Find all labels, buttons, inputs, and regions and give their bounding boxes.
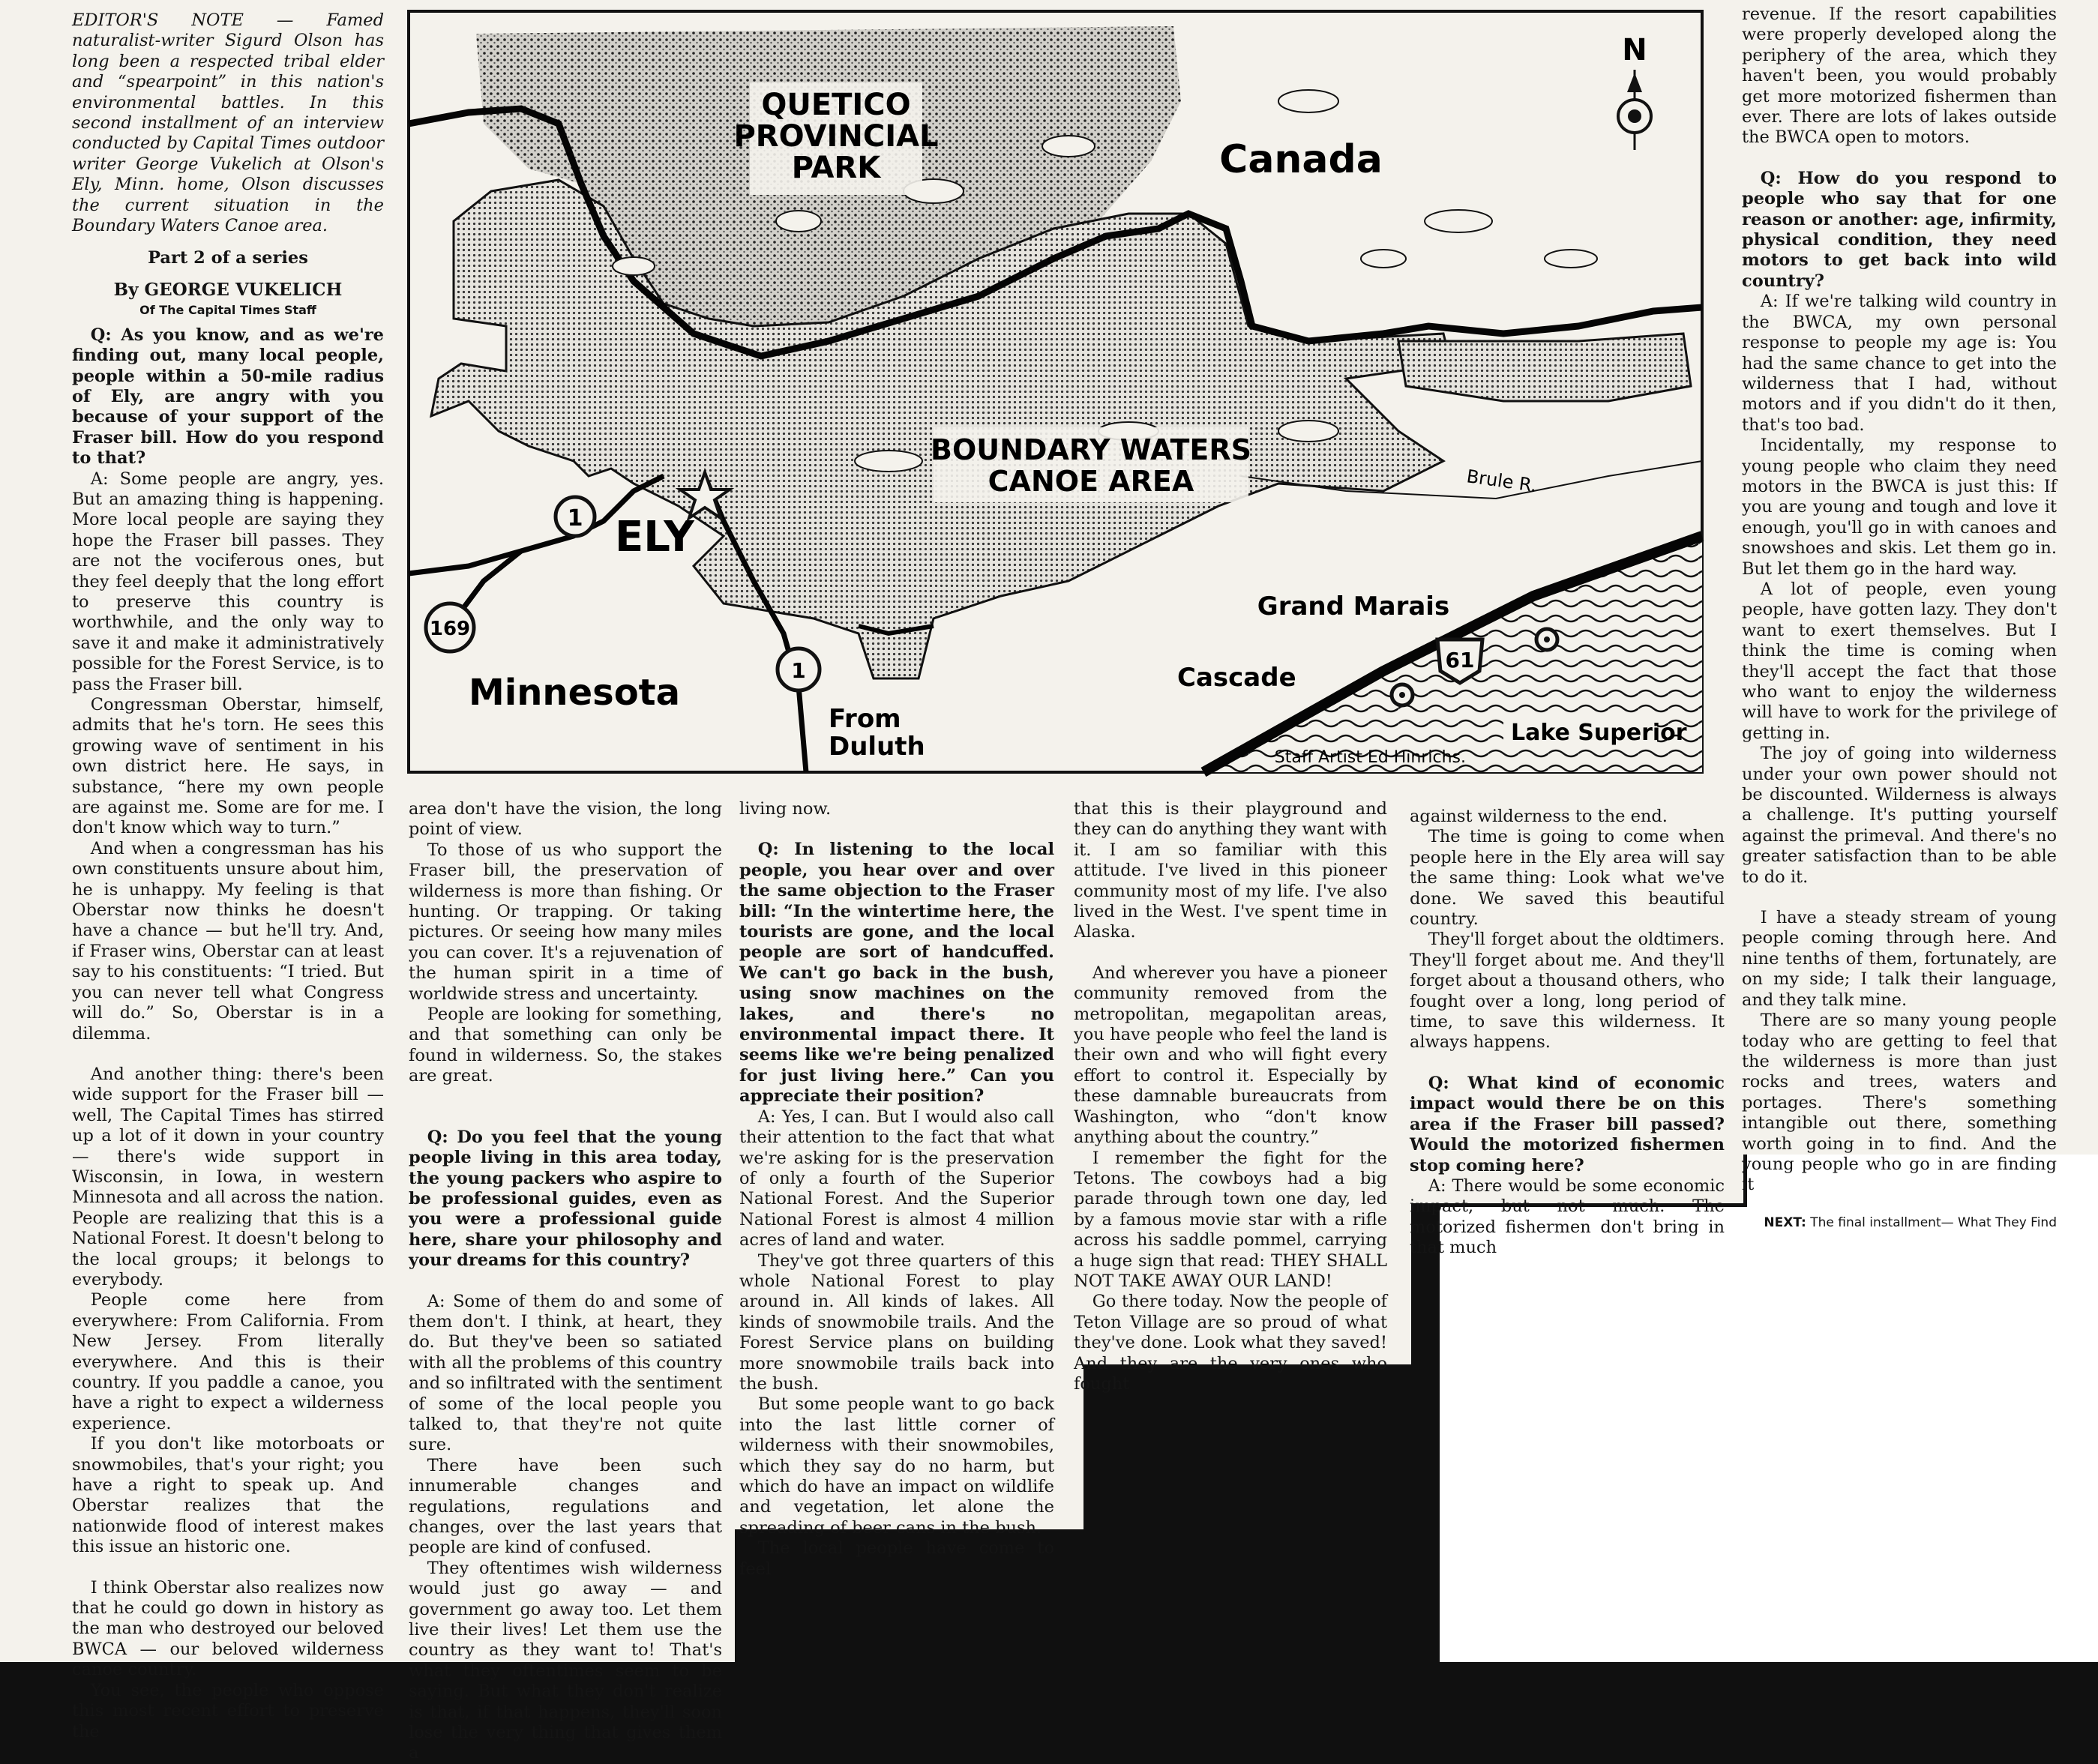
paragraph: Congressman Oberstar, himself, admits that he's torn. He sees this growing wave of sentiment in his own district here. He says, in substance, “here my own people are against me. Some are for me. I don't know which way to turn.”: [72, 695, 384, 838]
highway-1-south-shield-icon: [778, 648, 820, 690]
paragraph: I remember the fight for the Tetons. The cowboys had a big parade through town one day, led by a famous movie star with a rifle across his saddle pommel, carrying a huge sign that read: THEY SHALL NOT TAKE AWAY OUR LAND!: [1074, 1148, 1387, 1291]
paragraph: living now.: [739, 799, 832, 819]
svg-text:N: N: [1622, 33, 1647, 67]
column-3: [739, 799, 1054, 1579]
cascade-label: Cascade: [1177, 663, 1296, 693]
highway-1-shield-icon: [556, 497, 595, 536]
paragraph: against wilderness to the end.: [1410, 807, 1668, 826]
series-label: Part 2 of a series: [148, 248, 308, 268]
paragraph: A: Yes, I can. But I would also call their attention to the fact that what we're asking for is the preservation of only a fourth of the Superior National Forest. And the Superior National Forest is almost 4 million acres of land and water.: [739, 1107, 1054, 1250]
paragraph: The time is going to come when people here in the Ely area will say the same thing: Look what we've done. We saved this beautiful country.: [1410, 827, 1725, 930]
paragraph: They've got three quarters of this whole National Forest to play around in. All kinds of lakes. All kinds of snowmobile trails. And the Forest Service plans on building more snowmobile trails back into the bush.: [739, 1250, 1054, 1394]
lake-superior-label: Lake Superior: [1511, 720, 1687, 746]
paragraph: revenue. If the resort capabilities were properly developed along the periphery of the area, which they haven't been, you would probably get more motorized fishermen than ever. There are lots of lakes outside the BWCA open to motors.: [1742, 4, 2057, 148]
paragraph: People come here from everywhere: From California. From New Jersey. From literally everywhere. And this is their country. If you paddle a canoe, you have a right to expect a wilderness experience.: [72, 1290, 384, 1433]
canada-label: Canada: [1219, 137, 1383, 182]
svg-text:QUETICO: QUETICO: [761, 88, 911, 122]
paragraph: And wherever you have a pioneer community removed from the metropolitan, megapolitan areas, you have people who feel the land is their own and who will fight every effort to control it. Especially by these damnable bureaucrats from Washington, who “don't know anything about the country.”: [1074, 963, 1387, 1148]
question-2: Q: Do you feel that the young people living in this area today, the young packers who aspire to be professional guides, even as you were a professional guide here, share your philosophy and your dreams for this country?: [409, 1127, 722, 1271]
paragraph: I have a steady stream of young people coming through here. And nine tenths of them, fortunately, are on my side; I talk their language, and they talk mine.: [1742, 908, 2057, 1010]
svg-text:1: 1: [791, 658, 806, 683]
column-1: [72, 10, 384, 1742]
grand-marais-label: Grand Marais: [1257, 591, 1450, 621]
highway-169-shield-icon: [426, 603, 474, 651]
paragraph: And another thing: there's been wide support for the Fraser bill — well, The Capital Times has stirred up a lot of it down in your country — there's wide support in Wisconsin, in Iowa, in western Minnesota and all across the nation. People are realizing that this is a National Forest. It doesn't belong to the local groups; it belongs to everybody.: [72, 1064, 384, 1289]
paragraph: And when a congressman has his own constituents unsure about him, he is unhappy. My feeling is that Oberstar now thinks he doesn't have a chance — but he'll try. And, if Fraser wins, Oberstar can at least say to his constituents: “I tried. But you can never tell what Congress will do.” So, Oberstar is in a dilemma.: [72, 838, 384, 1044]
question-3: Q: In listening to the local people, you hear over and over the same objection to the Fraser bill: “In the wintertime here, the tourists are gone, and the local people are sort of handcuffed. We can't go back in the bush, using snow machines on the lakes, and there's no environmental impact there. It seems like we're being penalized for just living here.” Can you appreciate their position?: [739, 840, 1054, 1107]
question-5: Q: How do you respond to people who say that for one reason or another: age, infirmity, physical condition, they need motors to get back into wild country?: [1742, 168, 2057, 291]
white-blank-area: [1440, 1207, 2098, 1662]
next-label: NEXT:: [1764, 1214, 1806, 1230]
question-1: Q: As you know, and as we're finding out, many local people, people within a 50-mile radius of Ely, are angry with you because of your support of the Fraser bill. How do you respond to that?: [72, 325, 384, 469]
paragraph: The local people have come to feel: [739, 1538, 1054, 1579]
byline-staff: Of The Capital Times Staff: [139, 303, 316, 318]
next-installment: [1742, 1215, 2057, 1231]
minnesota-label: Minnesota: [469, 672, 680, 714]
quetico-label: [733, 82, 938, 195]
paragraph: They'll forget about the oldtimers. They'll forget about me. And they'll forget about a thousand others, who fought over a long, long period of time, to save this wilderness. It always happens.: [1410, 930, 1725, 1053]
paragraph: Incidentally, my response to young people who claim they need motors in the BWCA is just this: If you are young and tough and love it enough, you'll go in with canoes and snowshoes and skis. Let them go in. But let them go in the hard way.: [1742, 436, 2057, 579]
paragraph: that this is their playground and they can do anything they want with it. I am so familiar with this attitude. I've lived in this pioneer community most of my life. I've also lived in the West. I've spent time in Alaska.: [1074, 799, 1387, 942]
paragraph: You see, the people who oppose this most recent effort to preserve the: [72, 1680, 384, 1742]
paragraph: People are looking for something, and that something can only be found in wilderness. So, the stakes are great.: [409, 1005, 722, 1086]
svg-text:61: 61: [1445, 648, 1475, 672]
map-credit: Staff Artist Ed Hinrichs.: [1274, 748, 1466, 767]
svg-text:1: 1: [567, 505, 583, 532]
paragraph: There have been such innumerable changes and regulations, regulations and changes, over the last years that people are kind of confused.: [409, 1455, 722, 1558]
paragraph: If you don't like motorboats or snowmobiles, that's your right; you have a right to speak up. And Oberstar realizes that the nationwide flood of interest makes this issue an historic one.: [72, 1434, 384, 1557]
editor-note: EDITOR'S NOTE — Famed naturalist-writer Sigurd Olson has long been a respected tribal elder and “spearpoint” in this nation's environmental battles. In this second installment of an interview conducted by Capital Times outdoor writer George Vukelich at Olson's Ely, Minn. home, Olson discusses the current situation in the Boundary Waters Canoe area.: [72, 10, 384, 236]
column-5: [1410, 807, 1725, 1258]
brule-river-label: Brule R.: [1465, 466, 1539, 497]
from-duluth-label-1: From: [829, 704, 901, 734]
paragraph: To those of us who support the Fraser bill, the preservation of wilderness is more than fishing. Or hunting. Or trapping. Or taking pictures. Or seeing how many miles you can cover. It's a rejuvenation of the human spirit in a time of worldwide stress and uncertainty.: [409, 840, 722, 1004]
paragraph: A: Some people are angry, yes. But an amazing thing is happening. More local people are saying they hope the Fraser bill passes. They are not the vociferous ones, but they feel deeply that the long effort to preserve this country is worthwhile, and the only way to save it and make it administratively possible for the Forest Service, is to pass the Fraser bill.: [72, 469, 384, 694]
svg-text:169: 169: [429, 618, 471, 640]
next-text: The final installment— What They Find: [1810, 1214, 2057, 1230]
svg-text:CANOE AREA: CANOE AREA: [988, 465, 1194, 498]
ely-label: ELY: [615, 513, 694, 562]
from-duluth-label-2: Duluth: [829, 732, 925, 762]
paragraph: But some people want to go back into the last little corner of wilderness with their snowmobiles, which they say do no harm, but which do have an impact on wildlife and vegetation, let alone the spreading of beer cans in the bush.: [739, 1394, 1054, 1538]
paragraph: The joy of going into wilderness under your own power should not be discounted. Wilderness is always a challenge. It's putting yourself against the primeval. And there's no greater satisfaction than to be able to do it.: [1742, 744, 2057, 887]
bwca-label: [931, 427, 1251, 502]
paragraph: Go there today. Now the people of Teton Village are so proud of what they've done. Look what they saved! And they are the very ones who fought: [1074, 1292, 1387, 1394]
svg-text:PROVINCIAL: PROVINCIAL: [733, 119, 939, 154]
bwca-map: [409, 11, 1702, 772]
question-4: Q: What kind of economic impact would there be on this area if the Fraser bill passed? Would the motorized fishermen stop coming here?: [1410, 1073, 1725, 1176]
column-4: [1074, 799, 1387, 1394]
byline: By GEORGE VUKELICH: [113, 279, 343, 300]
paragraph: A: There would be some economic impact, but not much. The motorized fishermen don't bring in that much: [1410, 1176, 1725, 1258]
paragraph: area don't have the vision, the long point of view.: [409, 799, 722, 840]
column-6: [1742, 4, 2057, 1230]
paragraph: They oftentimes wish wilderness would just go away — and government go away too. Let them live their lives! Let them use the country as they want to! That's what they oftentimes seem to be saying. But what they don't realize is that, if that happens, they'll soon lose the very thing that gives them a: [409, 1558, 722, 1763]
column-2: [409, 799, 722, 1763]
svg-text:BOUNDARY WATERS: BOUNDARY WATERS: [931, 433, 1251, 466]
paragraph: There are so many young people today who are getting to feel that the wilderness is more than just rocks and trees, waters and portages. There's something intangible out there, something worth going in to find. And the young people who go in are finding it: [1742, 1011, 2057, 1195]
paragraph: I think Oberstar also realizes now that he could go down in history as the man who destroyed our beloved BWCA — our beloved wilderness canoe country.: [72, 1577, 384, 1680]
paragraph: A: Some of them do and some of them don't. I think, at heart, they do. But they've been so satiated with all the problems of this country and so infiltrated with the sentiment of some of the local people you talked to, that they're not quite sure.: [409, 1291, 722, 1455]
paragraph: A: If we're talking wild country in the BWCA, my own personal response to people my age is: You had the same chance to get into the wilderness that I had, without motors and if you didn't do it then, that's too bad.: [1742, 292, 2057, 435]
svg-text:PARK: PARK: [791, 151, 881, 185]
paragraph: A lot of people, even young people, have gotten lazy. They don't want to exert themselves. But I think the time is coming when they'll accept the fact that those who want to enjoy the wilderness will have to work for the privilege of getting in.: [1742, 579, 2057, 743]
